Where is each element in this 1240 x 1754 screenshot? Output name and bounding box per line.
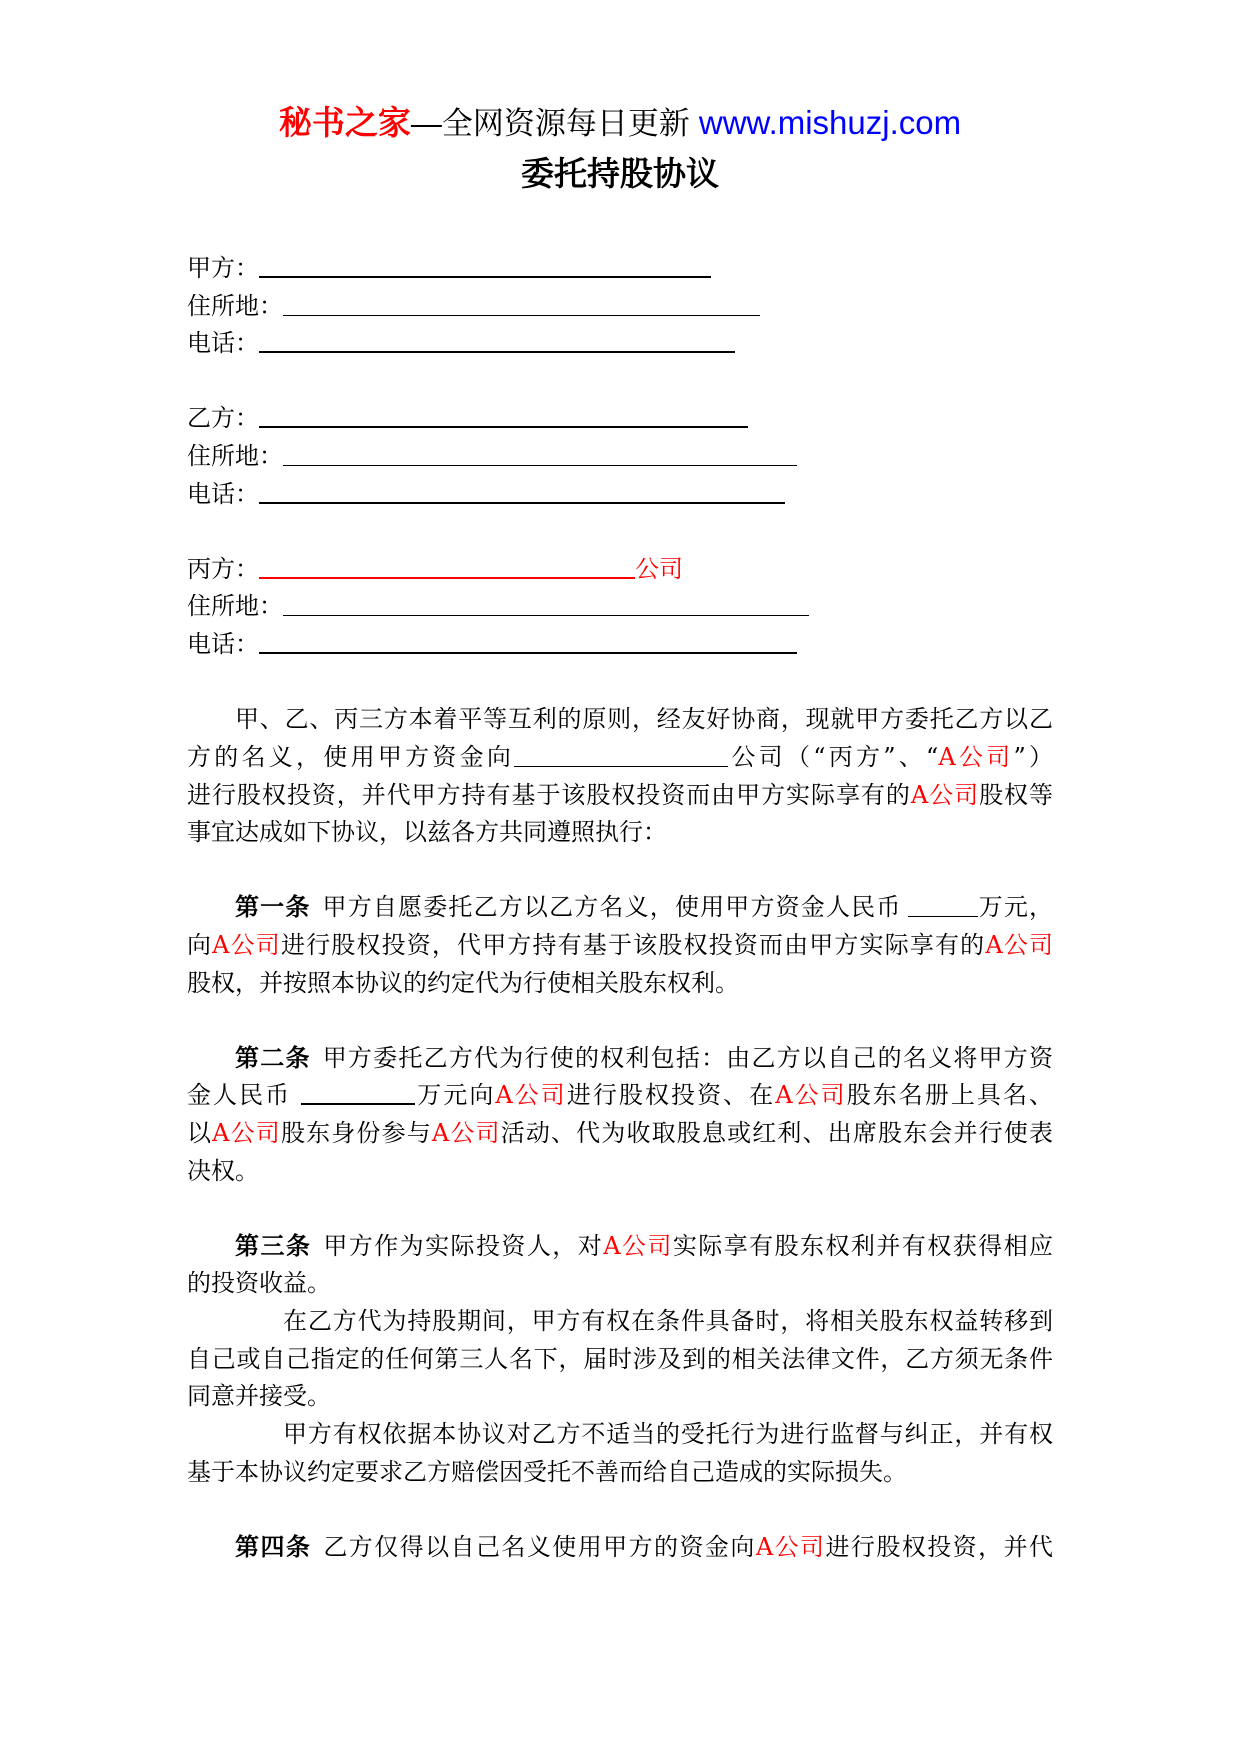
company-a-ref: A公司 bbox=[603, 1231, 673, 1260]
article-text: 股东身份参与 bbox=[280, 1119, 432, 1148]
article-text: 在乙方代为持股期间，甲方有权在条件具备时，将相关股东权益转移到 bbox=[283, 1307, 1053, 1336]
party-c-phone-label: 电话： bbox=[187, 630, 259, 659]
party-c-name-label: 丙方： bbox=[187, 554, 259, 583]
party-b-name-row bbox=[187, 400, 1053, 438]
blank-line bbox=[187, 1002, 1053, 1040]
party-c-address-row bbox=[187, 588, 1053, 626]
article-text: 实际享有股东权利并有权获得相应 bbox=[672, 1231, 1053, 1260]
party-a-address-row bbox=[187, 288, 1053, 326]
party-a-address-blank bbox=[283, 315, 760, 316]
preamble-text: 股权等 bbox=[979, 780, 1053, 809]
blank-line bbox=[187, 1190, 1053, 1228]
article-2-line bbox=[187, 1077, 1053, 1115]
article-text: 基于本协议约定要求乙方赔偿因受托不善而给自己造成的实际损失。 bbox=[187, 1457, 907, 1486]
blank-line bbox=[187, 513, 1053, 551]
article-text: 甲方自愿委托乙方以乙方名义，使用甲方资金人民币 bbox=[322, 893, 902, 922]
article-text: 进行股权投资，代甲方持有基于该股权投资而由甲方实际享有的 bbox=[280, 930, 986, 959]
article-2-line bbox=[187, 1040, 1053, 1078]
article-3-line bbox=[187, 1265, 1053, 1303]
article-text: 股东名册上具名、 bbox=[846, 1081, 1053, 1110]
party-b-name-label: 乙方： bbox=[187, 404, 259, 433]
party-b-address-blank bbox=[283, 465, 797, 466]
blank-line bbox=[187, 852, 1053, 890]
party-b-phone-blank bbox=[259, 502, 785, 504]
company-a-ref: A公司 bbox=[431, 1119, 501, 1148]
document-body bbox=[187, 250, 1053, 1566]
party-a-name-row bbox=[187, 250, 1053, 288]
article-text: 活动、代为收取股息或红利、出席股东会并行使表 bbox=[500, 1119, 1053, 1148]
article-text: 甲方作为实际投资人，对 bbox=[323, 1231, 604, 1260]
article-text: 甲方委托乙方代为行使的权利包括：由乙方以自己的名义将甲方资 bbox=[322, 1043, 1053, 1072]
article-text: 股权，并按照本协议的约定代为行使相关股东权利。 bbox=[187, 968, 739, 997]
article-text: 金人民币 bbox=[187, 1081, 292, 1110]
article-1-line bbox=[187, 965, 1053, 1003]
amount-blank bbox=[908, 916, 978, 917]
company-a-ref: A公司 bbox=[985, 930, 1053, 959]
article-text: 的投资收益。 bbox=[187, 1269, 331, 1298]
article-text: 向 bbox=[187, 930, 213, 959]
company-a-ref: A公司 bbox=[938, 742, 1014, 771]
party-a-name-label: 甲方： bbox=[187, 254, 259, 282]
preamble-line bbox=[187, 777, 1053, 815]
company-a-ref: A公司 bbox=[495, 1081, 567, 1110]
article-text: 决权。 bbox=[187, 1156, 259, 1185]
company-a-ref: A公司 bbox=[755, 1532, 826, 1561]
party-c-phone-row bbox=[187, 626, 1053, 664]
document-title: 委托持股协议 bbox=[521, 154, 719, 193]
party-c-address-label: 住所地： bbox=[187, 592, 283, 621]
article-text: 同意并接受。 bbox=[187, 1382, 331, 1411]
article-1-heading: 第一条 bbox=[235, 893, 311, 922]
party-a-name-blank bbox=[259, 276, 711, 278]
preamble-text: 事宜达成如下协议，以兹各方共同遵照执行： bbox=[187, 818, 667, 847]
article-3-line bbox=[187, 1303, 1053, 1341]
party-c-name-suffix: 公司 bbox=[635, 554, 683, 583]
article-3-heading: 第三条 bbox=[235, 1231, 312, 1260]
party-b-phone-label: 电话： bbox=[187, 479, 259, 508]
article-text: 甲方有权依据本协议对乙方不适当的受托行为进行监督与纠正，并有权 bbox=[283, 1419, 1053, 1448]
preamble-text: 进行股权投资，并代甲方持有基于该股权投资而由甲方实际享有的 bbox=[187, 780, 911, 809]
article-text: 万元向 bbox=[415, 1081, 496, 1110]
preamble-text: ”） bbox=[1013, 742, 1053, 771]
company-a-ref: A公司 bbox=[775, 1081, 847, 1110]
party-b-address-row bbox=[187, 438, 1053, 476]
article-3-line bbox=[187, 1341, 1053, 1379]
party-c-name-row bbox=[187, 551, 1053, 589]
preamble-line bbox=[187, 739, 1053, 777]
article-text: 进行股权投资，并代 bbox=[825, 1532, 1053, 1561]
preamble-text: 甲、乙、丙三方本着平等互利的原则，经友好协商，现就甲方委托乙方以乙 bbox=[235, 705, 1053, 734]
party-c-phone-blank bbox=[259, 652, 797, 654]
article-3-line bbox=[187, 1378, 1053, 1416]
preamble-line bbox=[187, 814, 1053, 852]
party-a-phone-row bbox=[187, 325, 1053, 363]
article-3-line bbox=[187, 1416, 1053, 1454]
site-brand: 秘书之家 bbox=[278, 104, 411, 141]
article-text: 万元， bbox=[977, 893, 1053, 922]
site-url: www.mishuzj.com bbox=[698, 104, 962, 141]
party-b-address-label: 住所地： bbox=[187, 442, 283, 471]
company-a-ref: A公司 bbox=[212, 930, 281, 959]
article-text: 自己或自己指定的任何第三人名下，届时涉及到的相关法律文件，乙方须无条件 bbox=[187, 1344, 1053, 1373]
article-2-line bbox=[187, 1153, 1053, 1191]
article-1-line bbox=[187, 889, 1053, 927]
article-text: 以 bbox=[187, 1119, 213, 1148]
article-2-line bbox=[187, 1115, 1053, 1153]
party-c-address-blank bbox=[283, 615, 809, 616]
company-a-ref: A公司 bbox=[910, 780, 980, 809]
article-4-heading: 第四条 bbox=[235, 1532, 312, 1561]
party-b-phone-row bbox=[187, 476, 1053, 514]
preamble-text: 公司（“丙方”、“ bbox=[728, 742, 939, 771]
article-text: 乙方仅得以自己名义使用甲方的资金向 bbox=[323, 1532, 756, 1561]
preamble-text: 方的名义，使用甲方资金向 bbox=[187, 742, 515, 771]
site-header bbox=[0, 101, 1240, 145]
article-1-line bbox=[187, 927, 1053, 965]
article-2-heading: 第二条 bbox=[235, 1043, 311, 1072]
article-3-line bbox=[187, 1454, 1053, 1492]
party-b-name-blank bbox=[259, 426, 748, 428]
blank-line bbox=[187, 1491, 1053, 1529]
party-a-phone-label: 电话： bbox=[187, 329, 259, 358]
amount-blank bbox=[301, 1103, 415, 1105]
party-c-name-blank bbox=[259, 577, 635, 579]
party-a-phone-blank bbox=[259, 351, 735, 353]
site-tagline: —全网资源每日更新 bbox=[410, 106, 690, 141]
article-4-line bbox=[187, 1529, 1053, 1567]
preamble-line bbox=[187, 701, 1053, 739]
party-a-address-label: 住所地： bbox=[187, 291, 283, 320]
article-text: 进行股权投资、在 bbox=[566, 1081, 776, 1110]
article-3-line bbox=[187, 1228, 1053, 1266]
company-a-ref: A公司 bbox=[212, 1119, 281, 1148]
blank-line bbox=[187, 363, 1053, 401]
blank-line bbox=[187, 664, 1053, 702]
company-name-blank bbox=[514, 766, 728, 767]
